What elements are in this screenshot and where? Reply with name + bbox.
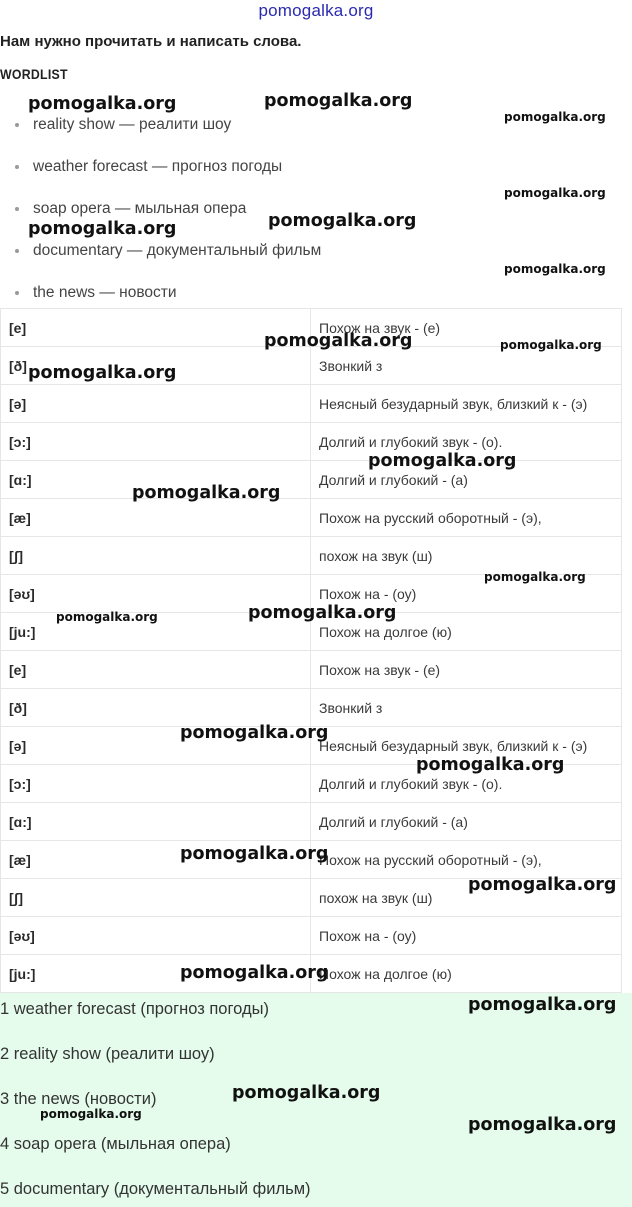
watermark: pomogalka.org [40, 1107, 142, 1121]
watermark: pomogalka.org [264, 91, 413, 111]
sound-symbol: [ʃ] [1, 879, 311, 917]
table-row [1, 385, 622, 423]
bullet-icon [15, 249, 19, 253]
wordlist-item-text: documentary — документальный фильм [33, 242, 322, 259]
table-row [1, 423, 622, 461]
watermark: pomogalka.org [468, 995, 617, 1015]
sound-symbol: [e] [1, 651, 311, 689]
sound-symbol: [əʊ] [1, 575, 311, 613]
sound-symbol: [ə] [1, 385, 311, 423]
sound-symbol: [ð] [1, 689, 311, 727]
sound-description: Похож на русский оборотный - (э), [311, 841, 622, 879]
table-row [1, 917, 622, 955]
intro-text: Нам нужно прочитать и написать слова. [0, 33, 302, 50]
sound-description: Долгий и глубокий звук - (о). [311, 765, 622, 803]
watermark: pomogalka.org [268, 211, 417, 231]
bullet-icon [15, 165, 19, 169]
table-row [1, 499, 622, 537]
sound-symbol: [ɔ:] [1, 423, 311, 461]
sound-symbol: [ɔ:] [1, 765, 311, 803]
wordlist-item-text: the news — новости [33, 284, 177, 301]
watermark: pomogalka.org [504, 110, 606, 124]
sound-description: Похож на звук - (е) [311, 651, 622, 689]
watermark: pomogalka.org [232, 1083, 381, 1103]
sound-description: Похож на долгое (ю) [311, 955, 622, 993]
watermark: pomogalka.org [500, 338, 602, 352]
sound-symbol: [e] [1, 309, 311, 347]
sound-symbol: [ð] [1, 347, 311, 385]
watermark: pomogalka.org [180, 963, 329, 983]
sound-symbol: [əʊ] [1, 917, 311, 955]
watermark: pomogalka.org [264, 331, 413, 351]
sound-description: Долгий и глубокий - (а) [311, 461, 622, 499]
sound-symbol: [ɑ:] [1, 461, 311, 499]
table-row [1, 689, 622, 727]
answer-line: 5 documentary (документальный фильм) [0, 1180, 311, 1198]
sound-description: Неясный безударный звук, близкий к - (э) [311, 727, 622, 765]
wordlist-item-text: weather forecast — прогноз погоды [33, 158, 283, 175]
sound-description: Похож на звук - (е) [311, 309, 622, 347]
watermark: pomogalka.org [504, 186, 606, 200]
watermark: pomogalka.org [180, 844, 329, 864]
watermark: pomogalka.org [132, 483, 281, 503]
sound-description: Долгий и глубокий звук - (о). [311, 423, 622, 461]
sound-description: Похож на русский оборотный - (э), [311, 499, 622, 537]
watermark: pomogalka.org [56, 610, 158, 624]
wordlist [0, 104, 620, 314]
sound-description: Похож на - (оу) [311, 917, 622, 955]
sound-symbol: [ə] [1, 727, 311, 765]
watermark: pomogalka.org [504, 262, 606, 276]
table-row [1, 803, 622, 841]
watermark: pomogalka.org [28, 219, 177, 239]
sound-symbol: [ju:] [1, 955, 311, 993]
bullet-icon [15, 123, 19, 127]
sound-description: похож на звук (ш) [311, 537, 622, 575]
list-item [0, 146, 620, 188]
sound-description: Похож на - (оу) [311, 575, 622, 613]
sound-description: Неясный безударный звук, близкий к - (э) [311, 385, 622, 423]
bullet-icon [15, 291, 19, 295]
answer-line: 3 the news (новости) [0, 1090, 157, 1108]
answer-line: 4 soap opera (мыльная опера) [0, 1135, 231, 1153]
table-row [1, 461, 622, 499]
sound-symbol: [ɑ:] [1, 803, 311, 841]
sound-symbol: [ʃ] [1, 537, 311, 575]
sound-description: Звонкий з [311, 347, 622, 385]
wordlist-item-text: reality show — реалити шоу [33, 116, 232, 133]
answer-line: 2 reality show (реалити шоу) [0, 1045, 215, 1063]
sound-symbol: [æ] [1, 499, 311, 537]
sound-description: Долгий и глубокий - (а) [311, 803, 622, 841]
watermark: pomogalka.org [28, 363, 177, 383]
watermark: pomogalka.org [248, 603, 397, 623]
table-row [1, 537, 622, 575]
table-row [1, 651, 622, 689]
watermark: pomogalka.org [28, 94, 177, 114]
watermark: pomogalka.org [468, 875, 617, 895]
watermark: pomogalka.org [180, 723, 329, 743]
bullet-icon [15, 207, 19, 211]
sound-description: похож на звук (ш) [311, 879, 622, 917]
sound-description: Похож на долгое (ю) [311, 613, 622, 651]
watermark: pomogalka.org [368, 451, 517, 471]
sound-symbol: [æ] [1, 841, 311, 879]
watermark: pomogalka.org [468, 1115, 617, 1135]
site-header-link[interactable]: pomogalka.org [258, 1, 374, 20]
wordlist-item-text: soap opera — мыльная опера [33, 200, 247, 217]
sound-symbol: [ju:] [1, 613, 311, 651]
watermark: pomogalka.org [484, 570, 586, 584]
watermark: pomogalka.org [416, 755, 565, 775]
sound-description: Звонкий з [311, 689, 622, 727]
answer-line: 1 weather forecast (прогноз погоды) [0, 1000, 269, 1018]
wordlist-heading: WORDLIST [0, 66, 68, 82]
